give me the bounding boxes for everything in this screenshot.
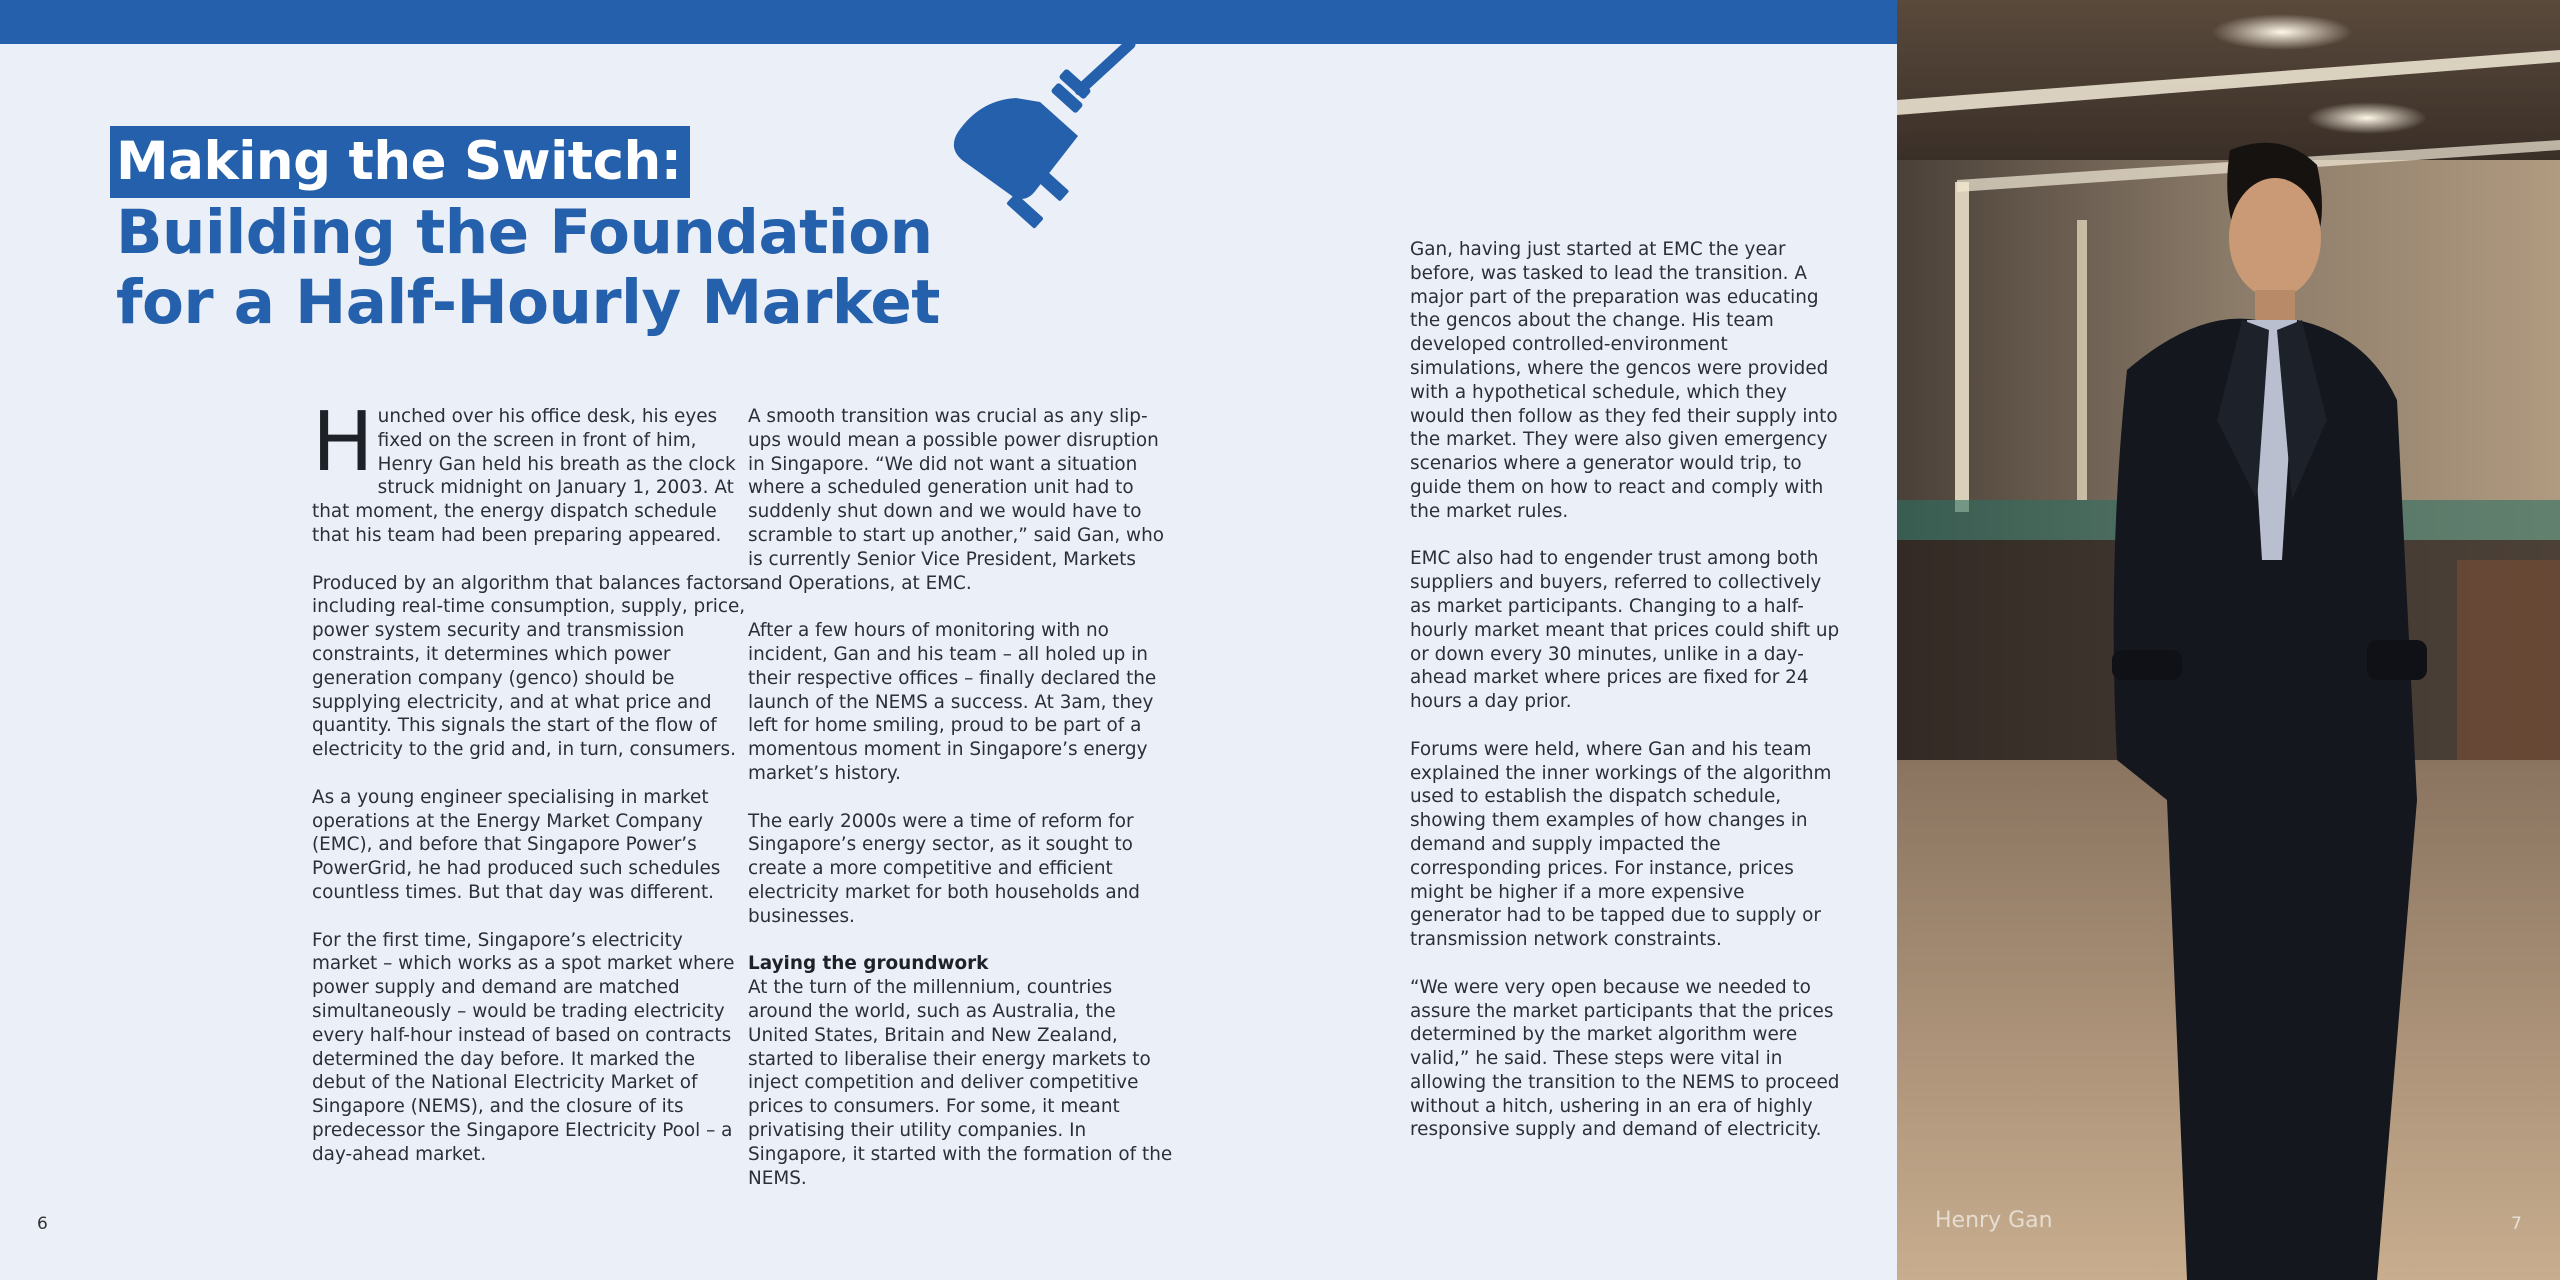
title-line-1: Building the Foundation [116,197,933,268]
paragraph [312,395,752,548]
paragraph: As a young engineer specialising in market operations at the Energy Market Company (EMC), and before that Singapore Power’s PowerGrid, he had produced such schedules countless times. But that day was different. [312,786,721,903]
article-column-3 [1410,238,1840,1166]
photo-caption: Henry Gan [1935,1208,2053,1233]
page-number-left: 6 [37,1214,48,1234]
paragraph: The early 2000s were a time of reform for Singapore’s energy sector, as it sought to create a more competitive and efficient electricity market for both households and businesses. [748,810,1140,927]
paragraph: For the first time, Singapore’s electricity market – which works as a spot market where power supply and demand are matched simultaneously – would be trading electricity every half-hour instead of based on contracts determined the day before. It marked the debut of the National Electricity Market of Singapore (NEMS), and the closure of its predecessor the Singapore Electricity Pool – a day-ahead market. [312,929,735,1165]
paragraph: “We were very open because we needed to assure the market participants that the prices determined by the market algorithm were valid,” he said. These steps were vital in allowing the transition to the NEMS to proceed without a hitch, ushering in an era of highly responsive supply and demand of electricity. [1410,976,1840,1141]
article-column-2 [748,405,1173,1214]
portrait-photo [1897,0,2560,1280]
paragraph: After a few hours of monitoring with no incident, Gan and his team – all holed up in their respective offices – finally declared the launch of the NEMS a success. At 3am, they left for home smiling, proud to be part of a momentous moment in Singapore’s energy market’s history. [748,620,1157,784]
drop-cap: H [312,395,374,490]
paragraph-text: At the turn of the millennium, countries around the world, such as Australia, the United States, Britain and New Zealand, started to liberalise their energy markets to inject competition and deliver competitive prices to consumers. For some, it meant privatising their utility companies. In Singapore, it started with the formation of the NEMS. [748,977,1173,1189]
page-number-right: 7 [2511,1214,2522,1234]
portrait-photo-illustration [1897,0,2560,1280]
paragraph-text: unched over his office desk, his eyes fixed on the screen in front of him, Henry Gan held his breath as the clock struck midnight on January 1, 2003. At that moment, the energy dispatch schedule that his team had been preparing appeared. [312,406,736,546]
paragraph [748,952,1173,1190]
article-column-1 [312,395,752,1190]
paragraph: EMC also had to engender trust among both suppliers and buyers, referred to collectively as market participants. Changing to a half-hourly market meant that prices could shift up or down every 30 minutes, unlike in a day-ahead market where prices are fixed for 24 hours a day prior. [1410,548,1840,713]
paragraph: Produced by an algorithm that balances factors including real-time consumption, supply, price, power system security and transmission constraints, it determines which power generation company (genco) should be supplying electricity, and at what price and quantity. This signals the start of the flow of electricity to the grid and, in turn, consumers. [312,572,750,761]
subheading: Laying the groundwork [748,953,989,975]
plug-icon [940,40,1140,250]
title-line-2: for a Half-Hourly Market [116,267,940,338]
paragraph: Forums were held, where Gan and his team explained the inner workings of the algorithm used to establish the dispatch schedule, showing them examples of how changes in demand and supply impacted the corresponding prices. For instance, prices might be higher if a more expensive generator had to be tapped due to supply or transmission network constraints. [1410,738,1832,951]
title-highlight: Making the Switch: [110,126,690,198]
article-title [110,126,940,338]
paragraph: A smooth transition was crucial as any slip-ups would mean a possible power disruption in Singapore. “We did not want a situation where a scheduled generation unit had to suddenly shut down and we would have to scramble to start up another,” said Gan, who is currently Senior Vice President, Markets and Operations, at EMC. [748,406,1164,594]
paragraph: Gan, having just started at EMC the year before, was tasked to lead the transition. A major part of the preparation was educating the gencos about the change. His team developed controlled-environment simulations, where the gencos were provided with a hypothetical schedule, which they would then follow as they fed their supply into the market. They were also given emergency scenarios where a generator would trip, to guide them on how to react and comply with the market rules. [1410,239,1838,522]
